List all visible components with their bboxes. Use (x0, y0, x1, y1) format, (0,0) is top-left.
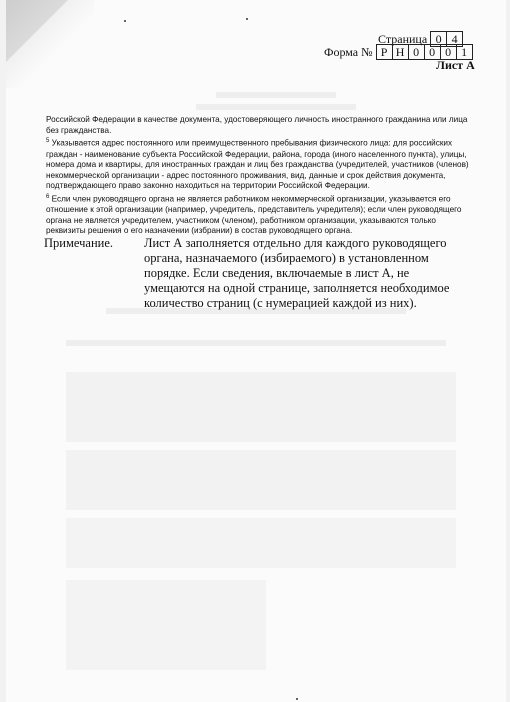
page-number-label: Страница (378, 31, 428, 46)
page-digit-box: 4 (446, 31, 463, 47)
document-page (6, 0, 506, 702)
form-code-box: 0 (440, 44, 457, 60)
form-code-box: Р (376, 44, 393, 60)
footnote-5 (46, 136, 476, 192)
footnote-text: Указывается адрес постоянного или преимущественного пребывания физического лица: для российских граждан - наименование субъекта Российской Федерации, района, города (иного населенного пункта), улицы, номера дома и квартиры, для иностранных граждан и лиц без гражданства (учредителей, участников (членов) некоммерческой организации - адрес постоянного проживания, вид, данные и срок действия документа, подтверждающего право законно находиться на территории Российской Федерации. (46, 138, 469, 191)
footnote-6 (46, 192, 476, 237)
remark-text: Лист А заполняется отдельно для каждого руководящего органа, назначаемого (избираемого) в установленном порядке. Если сведения, включаемые в лист А, не умещаются на одной странице, заполняется необходимое количество страниц (с нумерацией каждой из них). (144, 236, 450, 310)
form-code-box: 0 (424, 44, 441, 60)
scan-dot (296, 698, 298, 700)
bleed-through (66, 580, 266, 670)
form-code-box: 0 (408, 44, 425, 60)
bleed-through (66, 372, 456, 442)
footnotes (46, 115, 476, 237)
bleed-through (196, 104, 356, 110)
form-number-label: Форма № (324, 44, 373, 59)
footnote-continuation: Российской Федерации в качестве документа, удостоверяющего личность иностранного гражданина или лица без гражданства. (46, 115, 468, 135)
bleed-through (66, 518, 456, 568)
fold-shadow (6, 0, 94, 88)
bleed-through (66, 340, 446, 346)
footnote-number: 5 (46, 138, 50, 145)
footnote-number: 6 (46, 193, 50, 200)
footnote-text: Если член руководящего органа не является работником некоммерческой организации, указывается его отношение к этой организации (например, учредитель, представитель учредителя); если член руководящего органа не является учредителем, участником (членом), работником организации, указываются только реквизиты решения о его назначении (избрании) в состав руководящего органа. (46, 194, 462, 236)
remark (44, 236, 484, 311)
scan-dot (124, 20, 126, 22)
bleed-through (66, 450, 456, 510)
form-code-box: 1 (456, 44, 473, 60)
page-digit-box: 0 (430, 31, 447, 47)
form-code-box: Н (392, 44, 409, 60)
scan-dot (246, 18, 248, 20)
bleed-through (216, 92, 336, 98)
sheet-label: Лист А (436, 58, 475, 72)
remark-label: Примечание. (44, 236, 114, 250)
